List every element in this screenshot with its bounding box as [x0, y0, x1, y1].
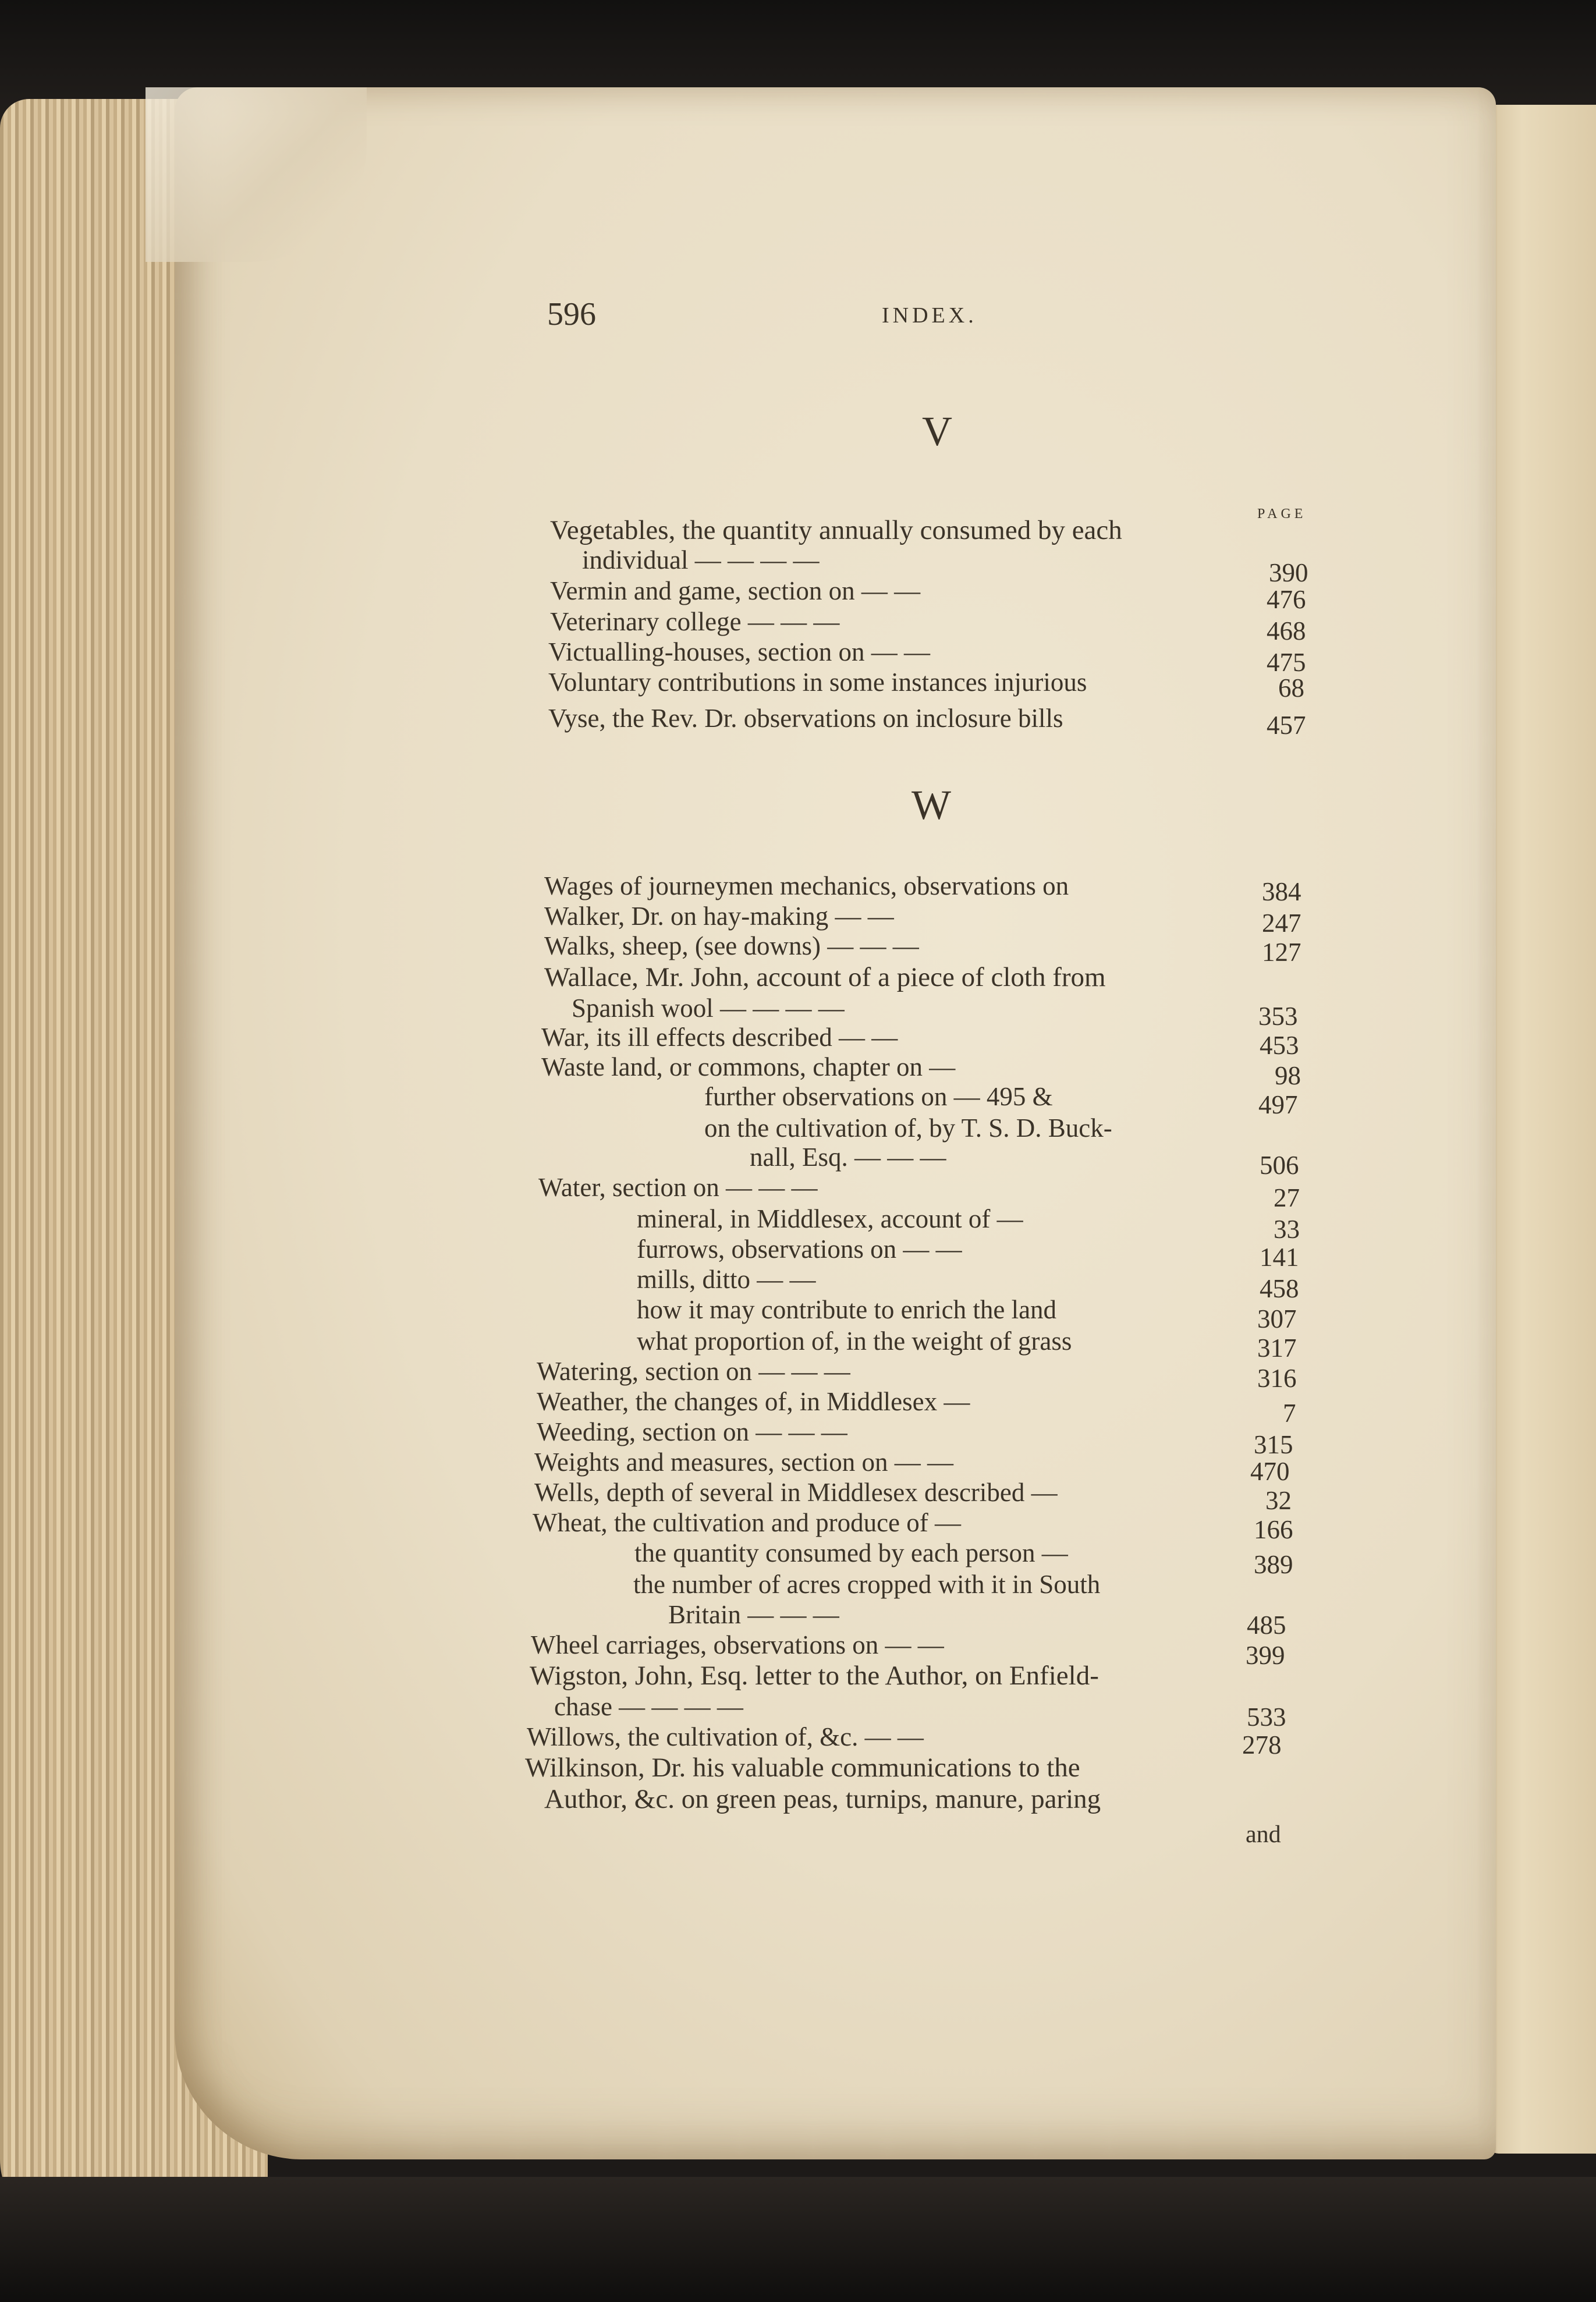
- index-entry-page: 7: [1283, 1399, 1296, 1428]
- index-entry-page: 457: [1267, 711, 1306, 740]
- index-entry-page: 247: [1262, 909, 1301, 938]
- index-entry-page: 316: [1257, 1364, 1297, 1393]
- index-entry-text: what proportion of, in the weight of grass: [637, 1326, 1072, 1356]
- index-entry-page: 278: [1242, 1730, 1282, 1760]
- facing-page-edge: [1487, 105, 1596, 2154]
- index-entry-page: 506: [1260, 1151, 1299, 1180]
- page-number: 596: [547, 296, 596, 332]
- index-entry-page: 317: [1257, 1333, 1297, 1363]
- index-entry-page: 141: [1260, 1243, 1299, 1272]
- index-entry-text: Wheat, the cultivation and produce of —: [533, 1508, 961, 1537]
- index-entry-page: 127: [1262, 938, 1301, 967]
- index-entry-page: 485: [1247, 1611, 1286, 1640]
- index-entry-text: Watering, section on — — —: [537, 1357, 850, 1386]
- index-entry-text: individual — — — —: [582, 545, 820, 574]
- index-entry-text: Veterinary college — — —: [550, 607, 840, 636]
- index-entry-page: 32: [1265, 1486, 1292, 1515]
- index-entry-page: 384: [1262, 877, 1301, 906]
- index-entry-text: Spanish wool — — — —: [572, 994, 845, 1023]
- index-entry-page: 468: [1267, 616, 1306, 645]
- index-entry-text: Vegetables, the quantity annually consumed by each: [550, 515, 1122, 545]
- index-entry-text: Author, &c. on green peas, turnips, manure, paring: [544, 1784, 1101, 1814]
- index-entry-text: Walker, Dr. on hay-making — —: [544, 902, 894, 931]
- index-entry-text: Vyse, the Rev. Dr. observations on inclosure bills: [548, 704, 1063, 733]
- index-entry-text: chase — — — —: [554, 1692, 743, 1721]
- index-entry-text: Weights and measures, section on — —: [534, 1448, 953, 1477]
- index-entry-text: further observations on — 495 &: [704, 1082, 1053, 1111]
- index-entry-text: Vermin and game, section on — —: [550, 576, 921, 605]
- index-entry-page: 390: [1269, 558, 1308, 587]
- index-entry-page: 533: [1247, 1702, 1286, 1732]
- index-entry-page: 476: [1267, 585, 1306, 614]
- index-entry-text: how it may contribute to enrich the land: [637, 1295, 1057, 1324]
- index-entry-text: nall, Esq. — — —: [750, 1143, 946, 1172]
- index-entry-text: Britain — — —: [668, 1600, 839, 1629]
- catchword: and: [1246, 1821, 1281, 1848]
- index-entry-page: 166: [1254, 1515, 1293, 1544]
- index-entry-text: Weather, the changes of, in Middlesex —: [537, 1387, 970, 1416]
- page-column-label: PAGE: [1257, 506, 1307, 522]
- scan-bottom-shadow: [0, 2177, 1596, 2302]
- index-entry-text: the quantity consumed by each person —: [634, 1538, 1068, 1567]
- index-entry-text: mineral, in Middlesex, account of —: [637, 1204, 1023, 1233]
- index-entry-text: Victualling-houses, section on — —: [548, 637, 930, 666]
- section-letter-w: W: [912, 782, 951, 828]
- index-entry-text: Wigston, John, Esq. letter to the Author, on Enfield-: [530, 1661, 1099, 1691]
- index-entry-text: furrows, observations on — —: [637, 1235, 962, 1264]
- index-entry-page: 497: [1258, 1090, 1298, 1119]
- index-entry-page: 470: [1250, 1457, 1290, 1486]
- index-entry-text: the number of acres cropped with it in South: [633, 1570, 1101, 1599]
- index-entry-page: 98: [1275, 1061, 1301, 1090]
- index-entry-page: 453: [1260, 1031, 1299, 1060]
- index-entry-page: 315: [1254, 1430, 1293, 1459]
- running-head: [547, 296, 1013, 342]
- index-entry-page: 353: [1258, 1002, 1298, 1031]
- index-entry-page: 458: [1260, 1274, 1299, 1303]
- index-entry-text: Wells, depth of several in Middlesex described —: [534, 1478, 1058, 1507]
- running-title: INDEX.: [882, 303, 977, 328]
- index-entry-text: Waste land, or commons, chapter on —: [541, 1052, 956, 1081]
- index-entry-page: 475: [1267, 648, 1306, 677]
- index-entry-text: Water, section on — — —: [538, 1173, 818, 1202]
- index-entry-text: Willows, the cultivation of, &c. — —: [527, 1722, 924, 1751]
- index-entry-text: mills, ditto — —: [637, 1265, 816, 1294]
- index-entry-text: Voluntary contributions in some instances injurious: [548, 668, 1087, 697]
- section-letter-v: V: [922, 408, 952, 455]
- index-entry-page: 27: [1274, 1183, 1300, 1212]
- index-entry-text: Wallace, Mr. John, account of a piece of cloth from: [544, 962, 1106, 992]
- index-entry-text: War, its ill effects described — —: [541, 1023, 898, 1052]
- index-entry-text: Wilkinson, Dr. his valuable communications to the: [525, 1753, 1080, 1783]
- index-entry-text: Wheel carriages, observations on — —: [531, 1630, 944, 1659]
- index-entry-page: 389: [1254, 1550, 1293, 1579]
- index-entry-page: 68: [1278, 673, 1304, 703]
- index-entry-page: 307: [1257, 1304, 1297, 1333]
- index-entry-text: on the cultivation of, by T. S. D. Buck-: [704, 1113, 1112, 1143]
- index-entry-page: 33: [1274, 1215, 1300, 1244]
- index-entry-text: Wages of journeymen mechanics, observations on: [544, 871, 1069, 900]
- index-entry-text: Walks, sheep, (see downs) — — —: [544, 931, 919, 960]
- index-entry-text: Weeding, section on — — —: [537, 1417, 847, 1446]
- index-entry-page: 399: [1246, 1641, 1285, 1670]
